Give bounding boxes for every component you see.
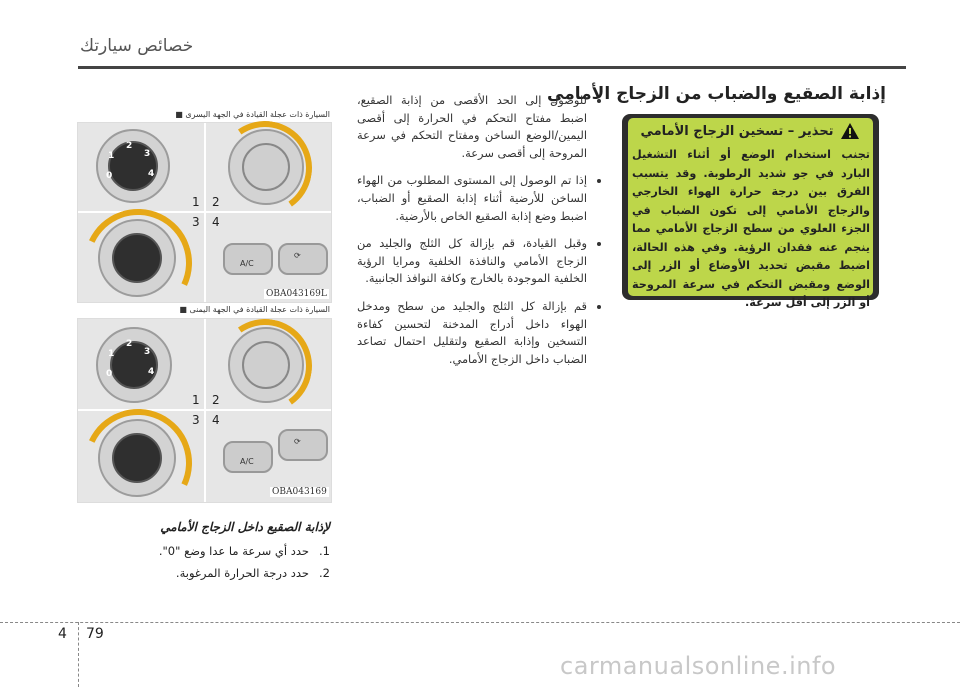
figure2-label: 3 xyxy=(192,413,200,427)
warning-triangle-icon xyxy=(840,122,860,140)
ac-button: A/C xyxy=(223,243,273,275)
warning-title: تحذير – تسخين الزجاج الأمامي xyxy=(640,123,834,139)
figure1-caption: السيارة ذات عجلة القيادة في الجهة اليسرى ■ xyxy=(175,110,330,119)
footer-rule xyxy=(0,622,960,623)
figure2-code: OBA043169 xyxy=(272,487,327,497)
figure1-panel xyxy=(77,122,332,303)
step-number: 1. xyxy=(319,544,330,558)
header-rule xyxy=(78,66,906,69)
watermark: carmanualsonline.info xyxy=(560,652,837,680)
figure-subtitle: لإذابة الصقيع داخل الزجاج الأمامي xyxy=(160,520,330,534)
fan-speed-knob: 0 1 2 3 4 xyxy=(96,327,172,403)
ac-button: A/C xyxy=(223,441,273,473)
rotate-arrow-icon xyxy=(69,394,207,532)
step-text: حدد أي سرعة ما عدا وضع "0". xyxy=(158,544,310,558)
figure1-label: 2 xyxy=(212,195,220,209)
bullet-item: • وقبل القيادة، قم بإزالة كل الثلج والجليد من الزجاج الأمامي والنافذة الخلفية ومرايا الرؤية الخلفية الموجودة بالخارج وكافة النوافذ الجانبية. xyxy=(357,235,587,288)
warning-body: تجنب استخدام الوضع أو أثناء التشغيل البارد في جو شديد الرطوبة. وقد يتسبب الفرق بين درجة حرارة الهواء الخارجي والزجاج الأمامي إلى تكون الضباب في الجزء العلوي من سطح الزجاج الأمامي مما ينجم عنه فقدان الرؤية. وفي هذه الحالة، اضبط مقبض تحديد الأوضاع أو الزر إلى الوضع ومقبض التحكم في سرعة المروحة أو الزر إلى أقل سرعة. xyxy=(632,148,870,309)
page-header-title: خصائص سيارتك xyxy=(80,36,194,56)
step-item xyxy=(150,540,330,562)
figure1-label: 1 xyxy=(192,195,200,209)
bullet-item: • للوصول إلى الحد الأقصى من إذابة الصقيع، اضبط مفتاح التحكم في الحرارة إلى أقصى اليمين/الوضع الساخن ومفتاح التحكم في سرعة المروحة إلى أقصى سرعة. xyxy=(357,92,587,162)
step-text: حدد درجة الحرارة المرغوبة. xyxy=(175,566,310,580)
rotate-arrow-icon xyxy=(211,312,320,421)
recirculation-button: ⟳ xyxy=(278,429,328,461)
bullet-item: • إذا تم الوصول إلى المستوى المطلوب من الهواء الساخن للأرضية أثناء إذابة الصقيع أو الضباب، اضبط وضع إذابة الصقيع الخاص بالأرضية. xyxy=(357,172,587,225)
section-title: إذابة الصقيع والضباب من الزجاج الأمامي xyxy=(547,84,886,104)
step-number: 2. xyxy=(319,566,330,580)
steps-list xyxy=(150,540,330,584)
fan-speed-knob: 0 1 2 3 4 xyxy=(96,129,170,203)
recirculation-button: ⟳ xyxy=(278,243,328,275)
panel-divider xyxy=(78,409,331,411)
figure2-caption: السيارة ذات عجلة القيادة في الجهة اليمنى ■ xyxy=(179,305,330,314)
chapter-number: 4 xyxy=(58,626,67,642)
figure1-label: 3 xyxy=(192,215,200,229)
figure1-code: OBA043169L xyxy=(266,289,327,299)
figure2-label: 1 xyxy=(192,393,200,407)
step-item xyxy=(150,562,330,584)
warning-header xyxy=(630,120,870,142)
figure1-label: 4 xyxy=(212,215,220,229)
footer-divider xyxy=(78,622,79,687)
page-number: 79 xyxy=(86,626,104,642)
bullet-list xyxy=(357,92,601,378)
figure2-panel xyxy=(77,318,332,503)
figure2-label: 4 xyxy=(212,413,220,427)
rotate-arrow-icon xyxy=(211,114,320,223)
bullet-item: • قم بإزالة كل الثلج والجليد من سطح ومدخل الهواء داخل أدراج المدخنة لتحسين كفاءة التسخين وإذابة الصقيع ولتقليل احتمال تصاعد الضباب داخل الزجاج الأمامي. xyxy=(357,298,587,368)
figure2-label: 2 xyxy=(212,393,220,407)
